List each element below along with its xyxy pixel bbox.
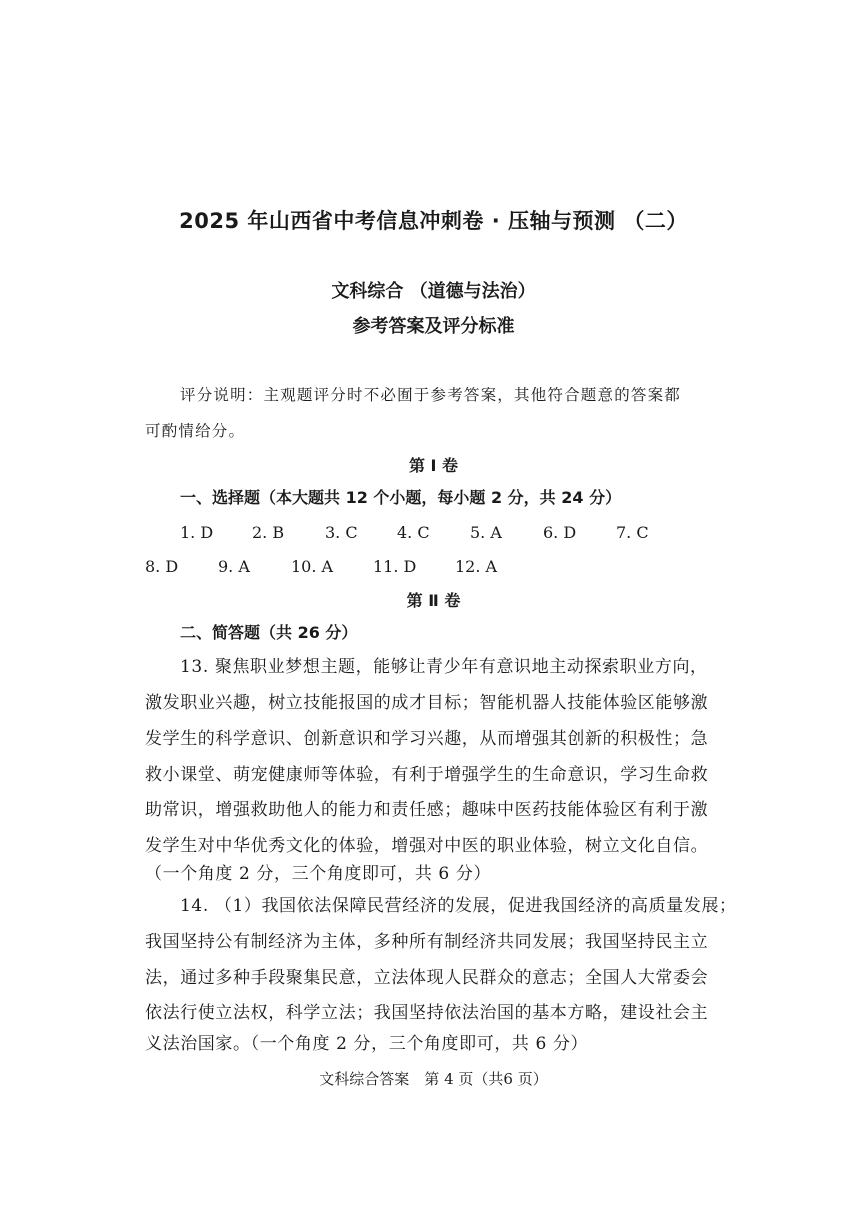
answer-item: 6. D xyxy=(543,523,577,542)
answer-item: 7. C xyxy=(616,523,649,542)
section-2-heading: 二、简答题（共 26 分） xyxy=(180,623,358,642)
answer-item: 9. A xyxy=(218,557,250,576)
answer-item: 10. A xyxy=(291,557,334,576)
answer-item: 11. D xyxy=(373,557,417,576)
q14-line: 依法行使立法权，科学立法；我国坚持依法治国的基本方略，建设社会主 xyxy=(145,1003,709,1023)
q14-line: 法，通过多种手段聚集民意，立法体现人民群众的意志；全国人大常委会 xyxy=(145,968,709,988)
q14-line: 义法治国家。（一个角度 2 分，三个角度即可，共 6 分） xyxy=(145,1034,589,1054)
answer-item: 5. A xyxy=(470,523,502,542)
grading-note-line-2: 可酌情给分。 xyxy=(145,422,246,440)
exam-title: 2025 年山西省中考信息冲刺卷 · 压轴与预测 （二） xyxy=(179,209,688,233)
q13-line: 救小课堂、萌宠健康师等体验，有利于增强学生的生命意识，学习生命救 xyxy=(145,765,709,785)
q13-line: 助常识，增强救助他人的能力和责任感；趣味中医药技能体验区有利于激 xyxy=(145,800,709,820)
answer-item: 3. C xyxy=(325,523,358,542)
q13-line: 发学生对中华优秀文化的体验，增强对中医的职业体验，树立文化自信。 xyxy=(145,836,709,856)
volume-2-heading: 第 Ⅱ 卷 xyxy=(406,591,461,610)
q14-line: 14. （1）我国依法保障民营经济的发展，促进我国经济的高质量发展； xyxy=(180,896,737,916)
q13-line: 激发职业兴趣，树立技能报国的成才目标；智能机器人技能体验区能够激 xyxy=(145,693,709,713)
answer-item: 1. D xyxy=(180,523,214,542)
answer-item: 4. C xyxy=(397,523,430,542)
q13-line: 13. 聚焦职业梦想主题，能够让青少年有意识地主动探索职业方向， xyxy=(180,657,708,677)
answer-item: 8. D xyxy=(145,557,179,576)
q13-score-note: （一个角度 2 分，三个角度即可，共 6 分） xyxy=(145,864,492,884)
page-footer: 文科综合答案 第 4 页（共6 页） xyxy=(319,1070,548,1088)
q14-line: 我国坚持公有制经济为主体，多种所有制经济共同发展；我国坚持民主立 xyxy=(145,932,709,952)
answer-item: 12. A xyxy=(455,557,498,576)
answer-key-subtitle: 参考答案及评分标准 xyxy=(352,316,515,337)
subject-title: 文科综合 （道德与法治） xyxy=(331,281,536,302)
section-1-heading: 一、选择题（本大题共 12 个小题，每小题 2 分，共 24 分） xyxy=(180,488,622,507)
answer-item: 2. B xyxy=(252,523,285,542)
q13-line: 发学生的科学意识、创新意识和学习兴趣，从而增强其创新的积极性；急 xyxy=(145,729,709,749)
volume-1-heading: 第 Ⅰ 卷 xyxy=(408,456,459,475)
grading-note-line-1: 评分说明：主观题评分时不必囿于参考答案，其他符合题意的答案都 xyxy=(180,386,682,404)
